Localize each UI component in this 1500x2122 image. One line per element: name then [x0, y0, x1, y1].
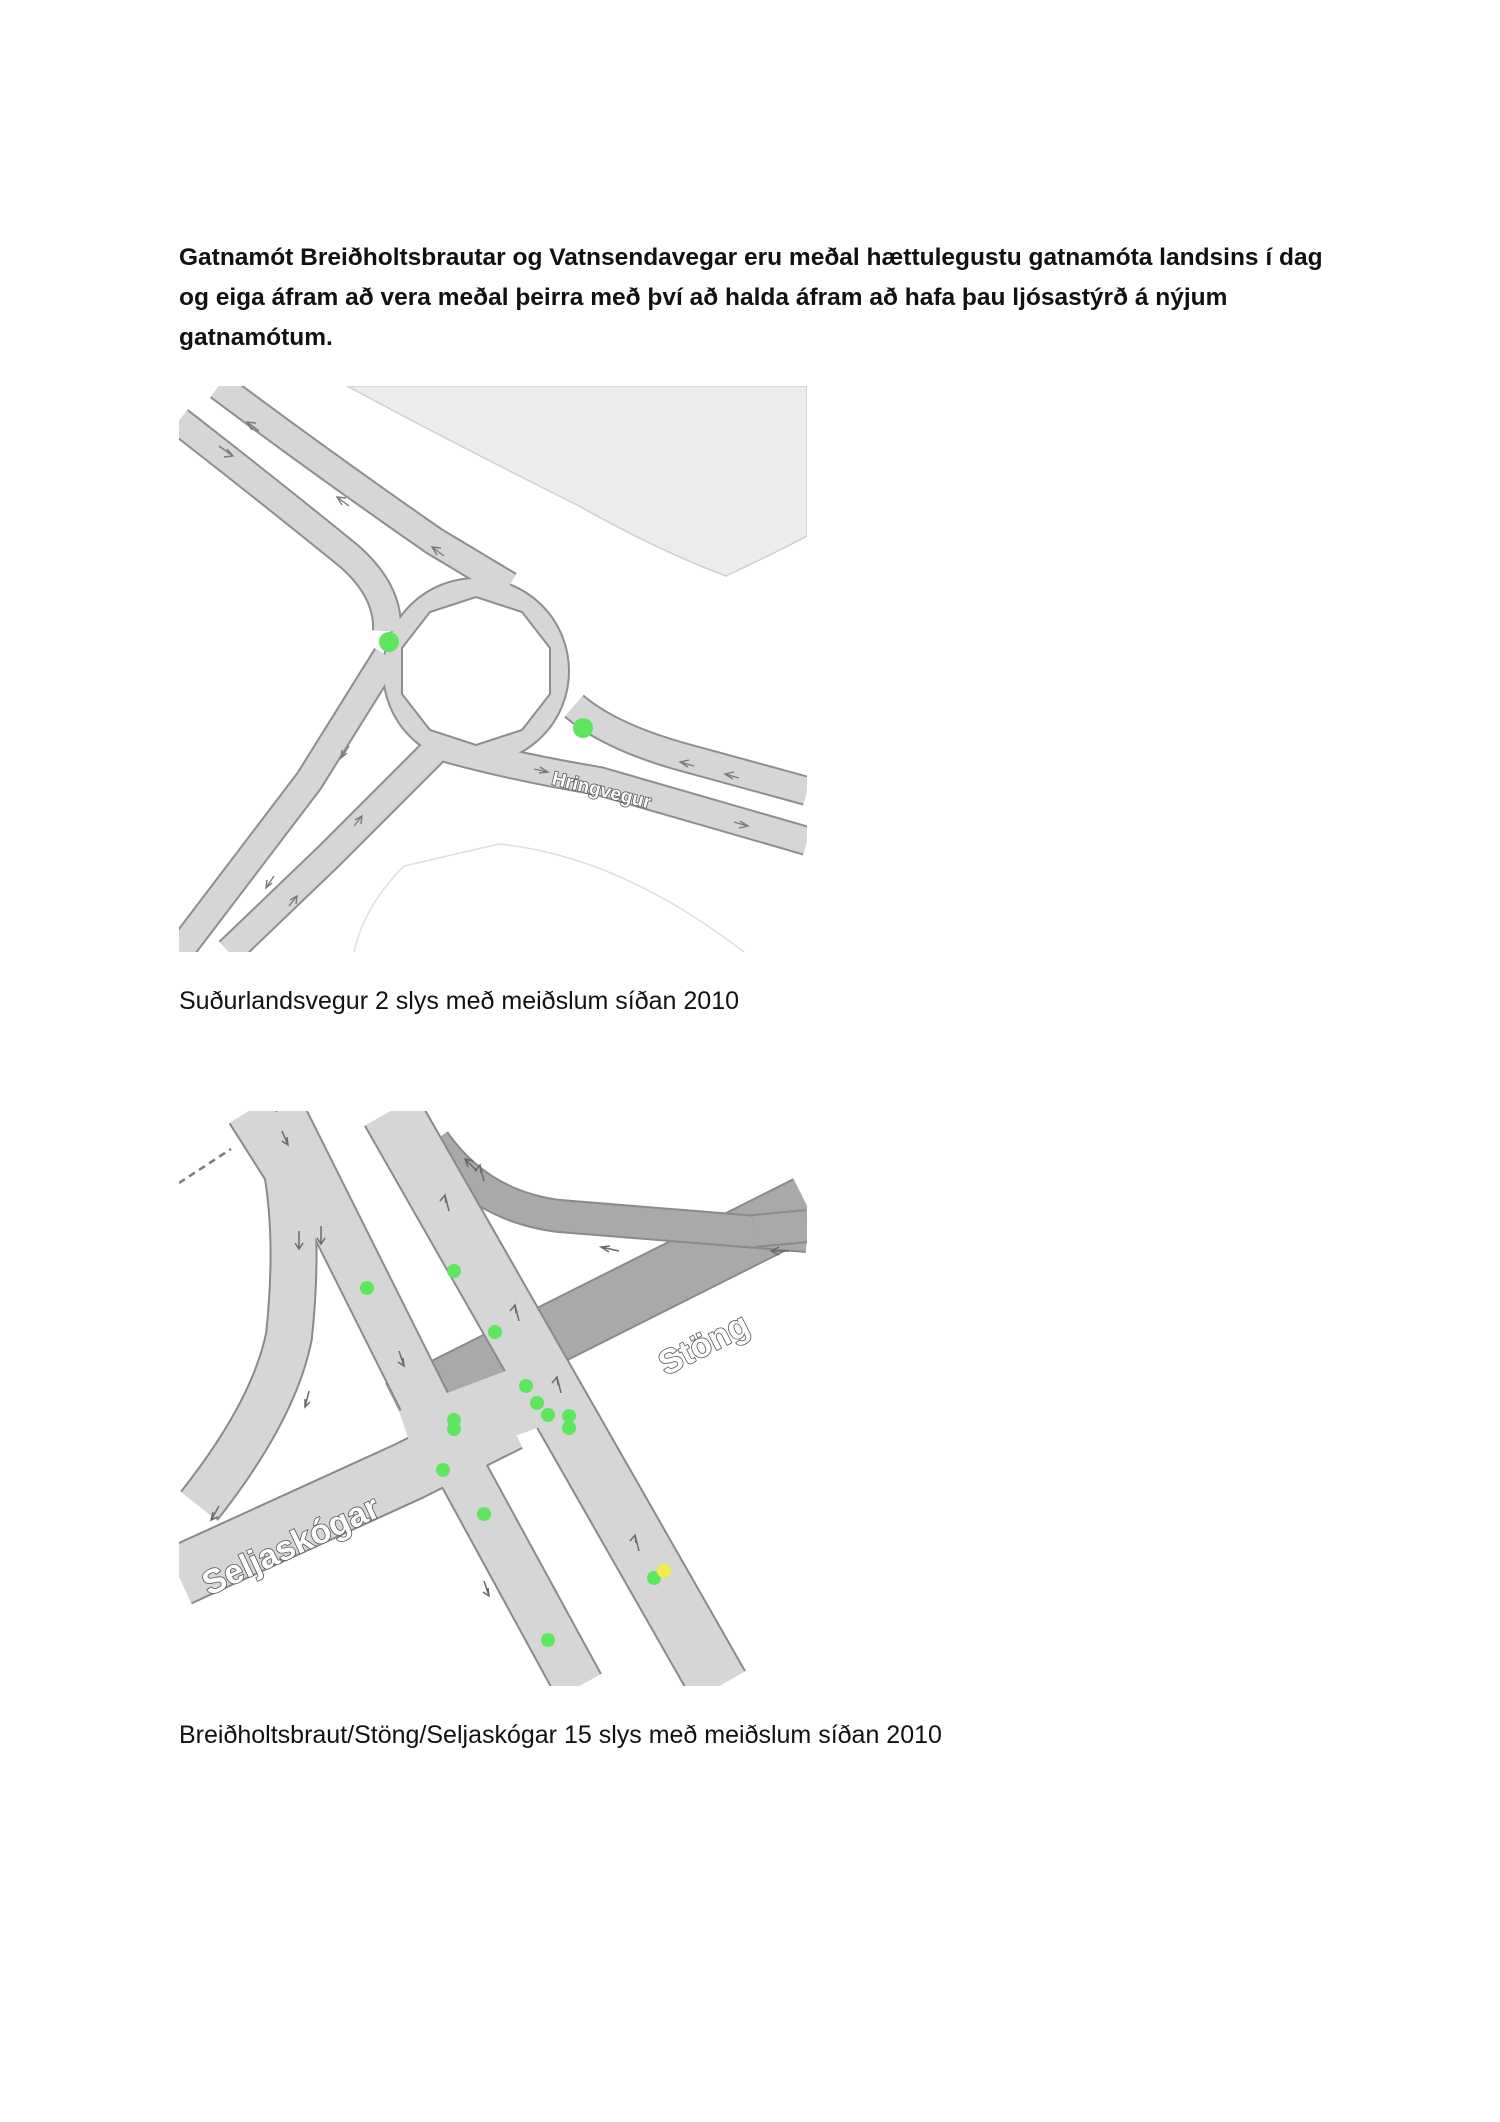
dashed-path	[179, 1149, 231, 1183]
road-stong-ramp	[434, 1141, 807, 1236]
road-label-stong: Stöng	[652, 1305, 756, 1384]
map-area	[347, 386, 807, 576]
accident-marker[interactable]	[360, 1281, 374, 1295]
accident-marker[interactable]	[541, 1633, 555, 1647]
accident-marker[interactable]	[519, 1379, 533, 1393]
accident-marker[interactable]	[573, 718, 593, 738]
intersection-map-svg	[179, 1111, 807, 1686]
roundabout-map-svg	[179, 386, 807, 952]
accident-marker[interactable]	[530, 1396, 544, 1410]
intersection-map	[179, 1111, 807, 1686]
page-heading: Gatnamót Breiðholtsbrautar og Vatnsendavegar eru meðal hættulegustu gatnamóta landsins í dag og eiga áfram að vera meðal þeirra með því að halda áfram að hafa þau ljósastýrð á nýjum gatnamótum.	[179, 244, 1323, 351]
roundabout-map	[179, 386, 807, 952]
accident-marker[interactable]	[477, 1507, 491, 1521]
accident-marker[interactable]	[447, 1264, 461, 1278]
map-boundary-line	[354, 844, 744, 952]
accident-marker[interactable]	[447, 1422, 461, 1436]
accident-marker[interactable]	[488, 1325, 502, 1339]
figure-caption: Breiðholtsbraut/Stöng/Seljaskógar 15 slys með meiðslum síðan 2010	[179, 1721, 942, 1749]
road-label-hringvegur: Hringvegur	[549, 768, 654, 814]
accident-marker[interactable]	[562, 1409, 576, 1423]
accident-marker[interactable]	[562, 1421, 576, 1435]
road-label-seljaskogar: Seljaskógar	[196, 1488, 386, 1604]
accident-marker[interactable]	[541, 1408, 555, 1422]
roundabout-island	[402, 597, 550, 745]
accident-marker-highlight[interactable]	[657, 1564, 671, 1578]
accident-marker[interactable]	[436, 1463, 450, 1477]
figure-caption: Suðurlandsvegur 2 slys með meiðslum síðan 2010	[179, 987, 740, 1015]
accident-marker[interactable]	[379, 632, 399, 652]
